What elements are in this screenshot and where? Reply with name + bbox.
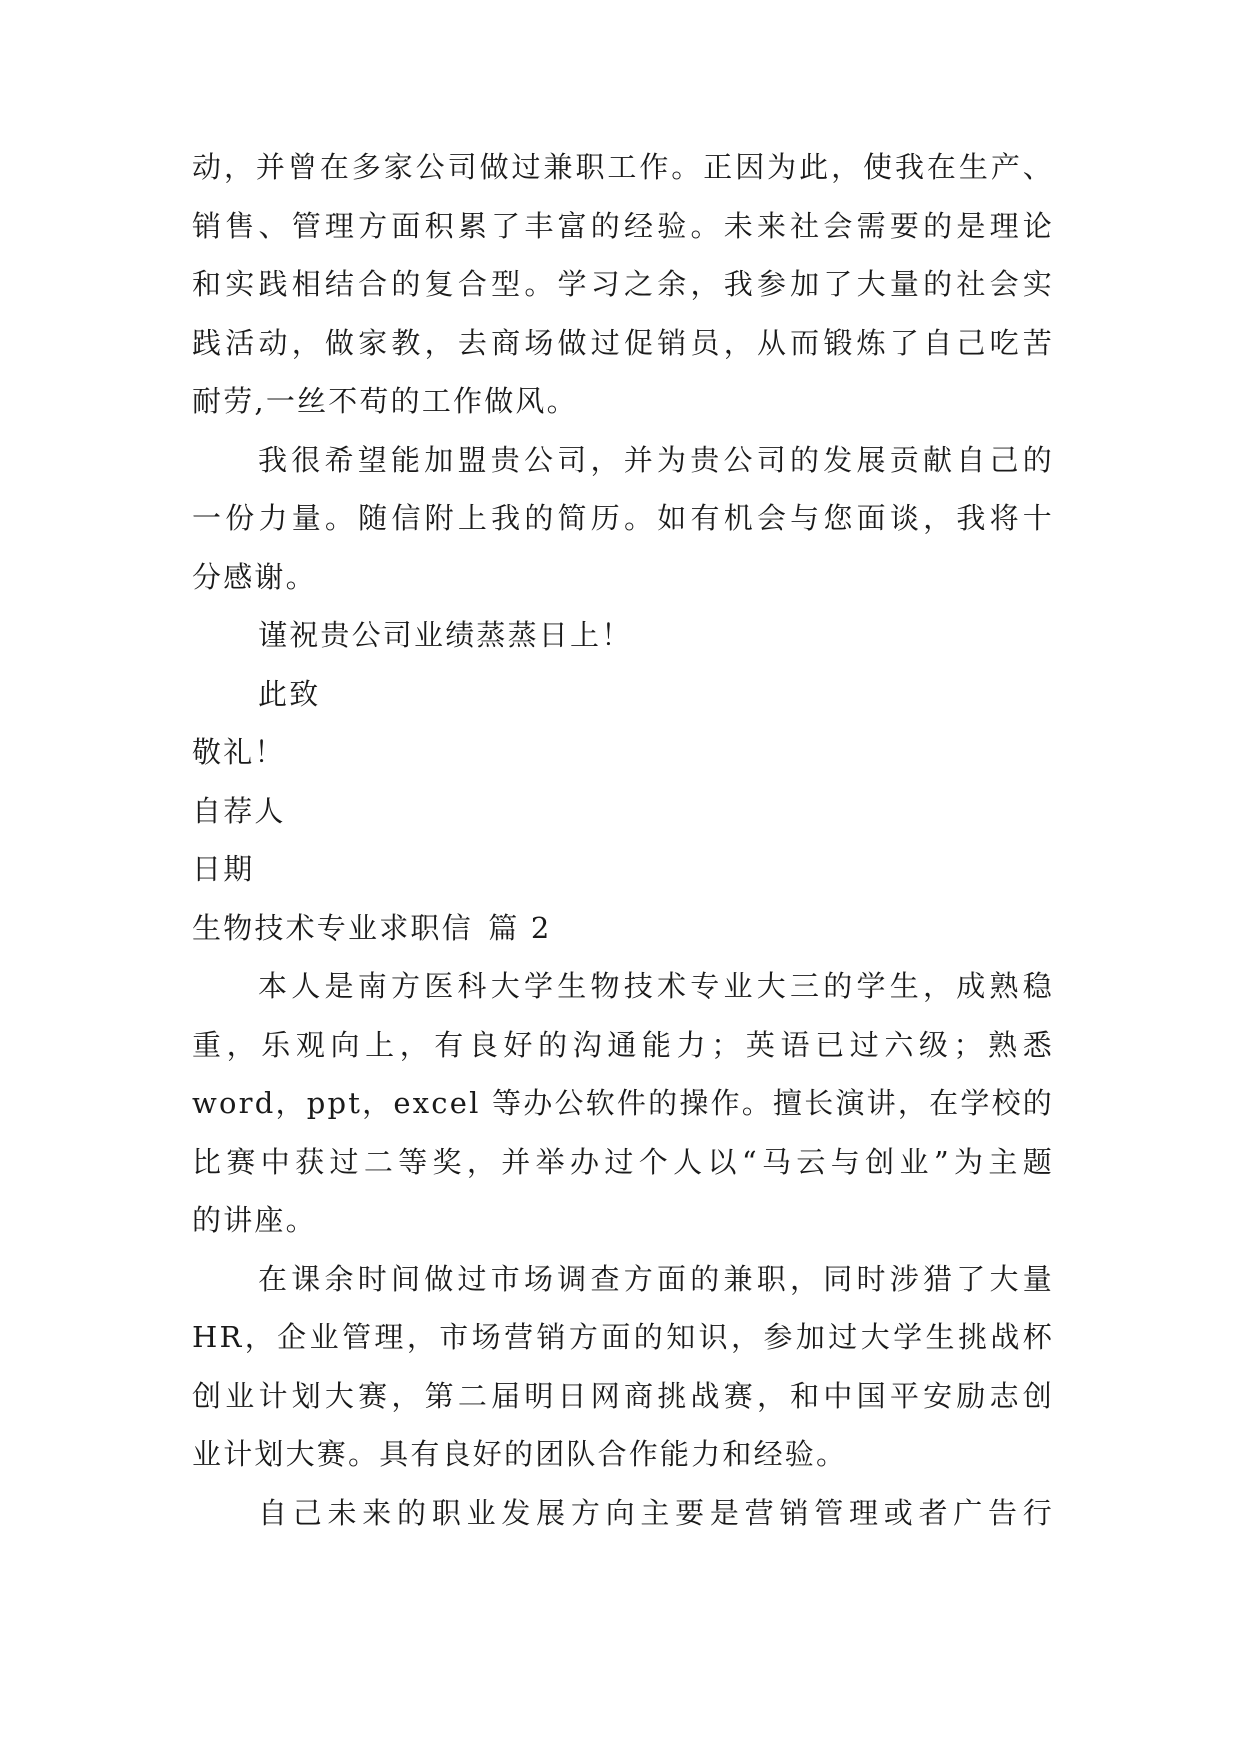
paragraph-line: 的讲座。: [192, 1203, 317, 1237]
paragraph-line: 自己未来的职业发展方向主要是营销管理或者广告行: [258, 1495, 1054, 1530]
paragraph-line: 和实践相结合的复合型。学习之余，我参加了大量的社会实: [192, 267, 1054, 301]
paragraph-line: 比赛中获过二等奖，并举办过个人以“马云与创业”为主题: [192, 1144, 1054, 1179]
section-heading: [192, 899, 1054, 958]
closing-regards: 敬礼！: [192, 735, 286, 769]
paragraph-line: 践活动，做家教，去商场做过促销员，从而锻炼了自己吃苦: [192, 325, 1054, 360]
career-paragraph: [192, 1484, 1054, 1543]
paragraph-line: 分感谢。: [192, 559, 317, 594]
wish-line: 谨祝贵公司业绩蒸蒸日上！: [258, 618, 633, 652]
paragraph-line: 动，并曾在多家公司做过兼职工作。正因为此，使我在生产、: [192, 150, 1054, 184]
section-number: 篇 2: [488, 910, 552, 945]
section-title: 生物技术专业求职信: [192, 910, 473, 945]
intro-paragraph: [192, 957, 1054, 1250]
paragraph-line: 一份力量。随信附上我的简历。如有机会与您面谈，我将十: [192, 501, 1054, 535]
paragraph-line: word，ppt，excel 等办公软件的操作。擅长演讲，在学校的: [192, 1086, 1054, 1120]
paragraph-line: 本人是南方医科大学生物技术专业大三的学生，成熟稳: [258, 969, 1054, 1003]
paragraph-line: 耐劳,一丝不苟的工作做风。: [192, 384, 578, 418]
signer-label: 自荐人: [192, 793, 286, 828]
paragraph-line: 在课余时间做过市场调查方面的兼职，同时涉猎了大量: [258, 1261, 1054, 1296]
paragraph-line: 销售、管理方面积累了丰富的经验。未来社会需要的是理论: [192, 208, 1054, 243]
paragraph-line: 我很希望能加盟贵公司，并为贵公司的发展贡献自己的: [258, 442, 1054, 477]
paragraph-line: 业计划大赛。具有良好的团队合作能力和经验。: [192, 1437, 848, 1471]
experience-paragraph: [192, 1250, 1054, 1484]
paragraph-line: 重，乐观向上，有良好的沟通能力；英语已过六级；熟悉: [192, 1027, 1054, 1062]
paragraph-line: HR，企业管理，市场营销方面的知识，参加过大学生挑战杯: [192, 1320, 1054, 1354]
date-label: 日期: [192, 852, 255, 886]
document-page: [192, 138, 1054, 1542]
continuation-paragraph: [192, 138, 1054, 431]
closing-salutation: 此致: [258, 676, 321, 711]
paragraph-line: 创业计划大赛，第二届明日网商挑战赛，和中国平安励志创: [192, 1378, 1054, 1413]
hope-paragraph: [192, 431, 1054, 607]
